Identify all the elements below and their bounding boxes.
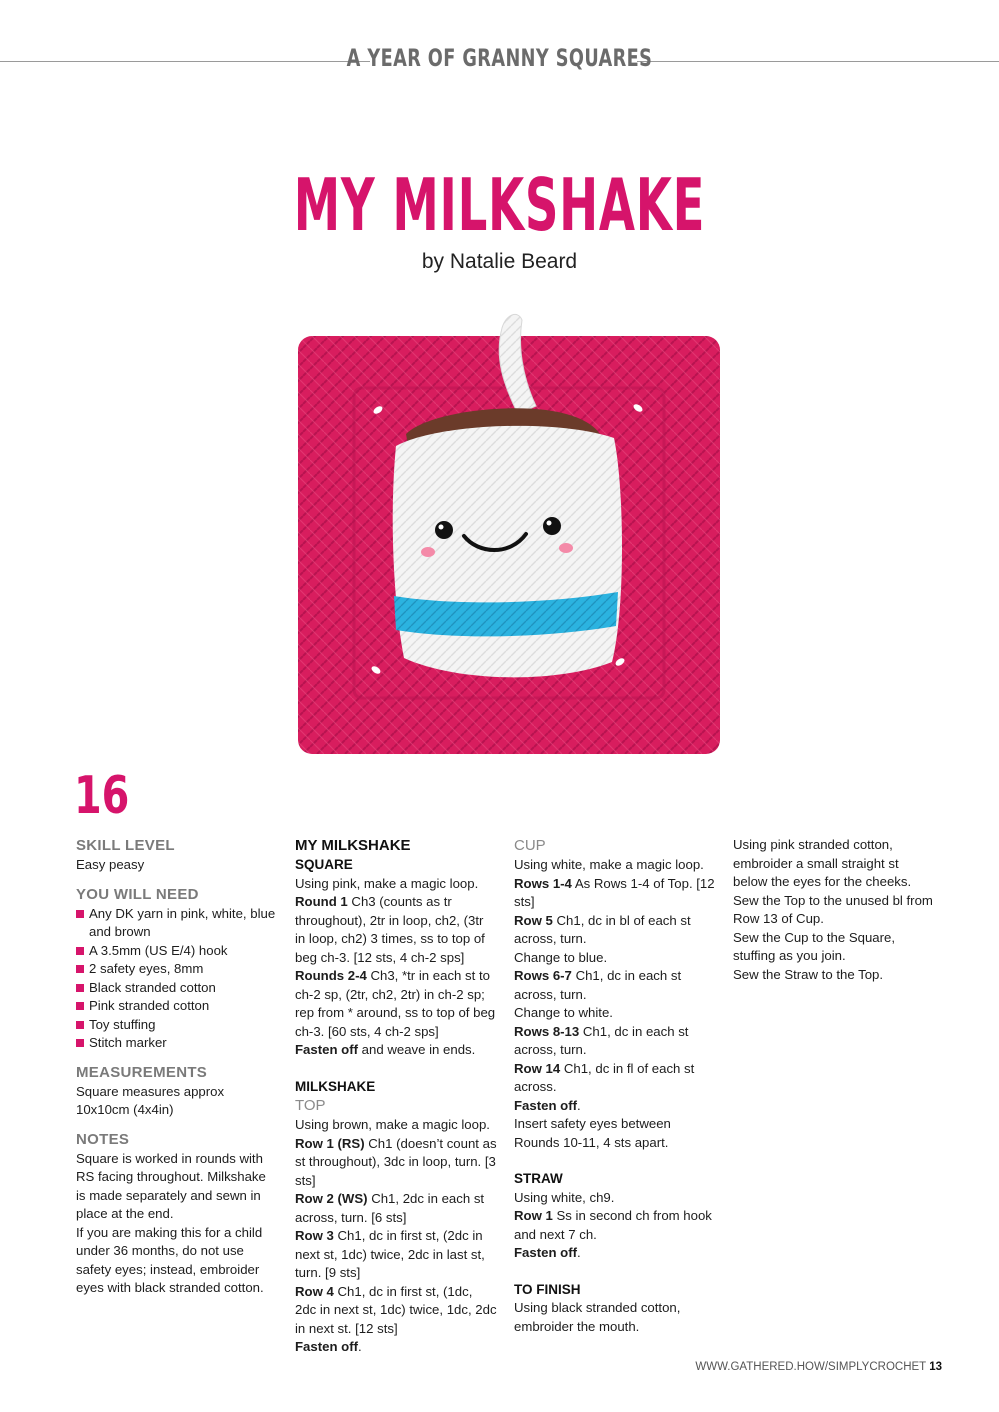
- instruction-rounds-2-4: Rounds 2-4 Ch3, *tr in each st to ch-2 sp, (2tr, ch2, 2tr) in ch-2 sp; rep from * around, ss to top of beg ch-3. [60 sts, 4 ch-2 sps]: [295, 968, 496, 1039]
- notes-text-safety: If you are making this for a child under 36 months, do not use safety eyes; instead, embroider eyes with black stranded cotton.: [76, 1224, 264, 1295]
- list-item: Black stranded cotton: [76, 979, 276, 998]
- left-cheek: [421, 547, 435, 557]
- instruction-row-4: Row 4 Ch1, dc in first st, (1dc, 2dc in next st, 1dc) twice, 1dc, 2dc in next st. [12 sts]: [295, 1283, 497, 1336]
- left-eye: [435, 521, 453, 539]
- instruction-row-3: Row 3 Ch1, dc in first st, (2dc in next st, 1dc) twice, 2dc in last st, turn. [9 sts]: [295, 1228, 485, 1280]
- pattern-number: 16: [74, 766, 130, 826]
- straw-heading: STRAW: [514, 1171, 563, 1186]
- instruction-row-1: Row 1 (RS) Ch1 (doesn’t count as st throughout), 3dc in loop, turn. [3 sts]: [295, 1135, 497, 1188]
- measurements-text: Square measures approx 10x10cm (4x4in): [76, 1083, 225, 1117]
- instruction-rows-1-4: Rows 1-4 As Rows 1-4 of Top. [12 sts]: [514, 875, 715, 909]
- right-cheek: [559, 543, 573, 553]
- column-2: [295, 836, 497, 1357]
- instruction-rows-6-7: Rows 6-7 Ch1, dc in each st across, turn.: [514, 968, 682, 1002]
- instruction-fasten-off: Fasten off.: [514, 1097, 581, 1113]
- column-3: [514, 836, 718, 1336]
- list-item: Pink stranded cotton: [76, 997, 276, 1016]
- top-intro: Using brown, make a magic loop.: [295, 1117, 490, 1132]
- skill-level-value: Easy peasy: [76, 857, 145, 872]
- series-title: A YEAR OF GRANNY SQUARES: [346, 44, 653, 72]
- column-4: [733, 836, 933, 984]
- instruction-change-blue: Change to blue.: [514, 949, 608, 965]
- finish-cheeks: Using pink stranded cotton, embroider a small straight st below the eyes for the cheeks.: [733, 837, 912, 889]
- square-heading: SQUARE: [295, 857, 353, 872]
- list-item: Toy stuffing: [76, 1016, 276, 1035]
- instruction-row-14: Row 14 Ch1, dc in fl of each st across.: [514, 1060, 695, 1094]
- column-1: [76, 836, 276, 1298]
- measurements-heading: MEASUREMENTS: [76, 1063, 208, 1081]
- right-eye: [543, 517, 561, 535]
- square-intro: Using pink, make a magic loop.: [295, 875, 479, 891]
- finish-text: Using black stranded cotton, embroider the mouth.: [514, 1300, 681, 1334]
- instruction-round-1: Round 1 Ch3 (counts as tr throughout), 2tr in loop, ch2, (3tr in loop, ch2) 3 times, ss to top of beg ch-3. [12 sts, 4 ch-2 sps]: [295, 894, 485, 965]
- to-finish-heading: TO FINISH: [514, 1281, 581, 1297]
- page-title: MY MILKSHAKE: [293, 163, 706, 247]
- instruction-fasten-off: Fasten off.: [295, 1339, 362, 1354]
- footer-url: WWW.GATHERED.HOW/SIMPLYCROCHET: [695, 1361, 926, 1373]
- list-item: A 3.5mm (US E/4) hook: [76, 942, 276, 961]
- page-number: 13: [929, 1361, 942, 1373]
- byline: by Natalie Beard: [421, 250, 578, 273]
- materials-list: [76, 905, 276, 1053]
- top-heading: TOP: [295, 1097, 326, 1114]
- pattern-heading: MY MILKSHAKE: [295, 837, 411, 854]
- cup-intro: Using white, make a magic loop.: [514, 857, 704, 872]
- straw-intro: Using white, ch9.: [514, 1189, 615, 1205]
- list-item: 2 safety eyes, 8mm: [76, 960, 276, 979]
- finish-sew-cup: Sew the Cup to the Square, stuffing as you join.: [733, 929, 896, 963]
- finish-sew-straw: Sew the Straw to the Top.: [733, 966, 884, 982]
- instruction-rows-8-13: Rows 8-13 Ch1, dc in each st across, turn.: [514, 1023, 689, 1057]
- instruction-row-2: Row 2 (WS) Ch1, 2dc in each st across, turn. [6 sts]: [295, 1191, 485, 1225]
- you-will-need-heading: YOU WILL NEED: [76, 885, 199, 903]
- footer: [695, 1361, 942, 1373]
- list-item: Any DK yarn in pink, white, blue and brown: [76, 905, 276, 942]
- instruction-change-white: Change to white.: [514, 1005, 613, 1020]
- skill-level-heading: SKILL LEVEL: [76, 837, 175, 854]
- instruction-straw-row-1: Row 1 Ss in second ch from hook and next 7 ch.: [514, 1208, 712, 1242]
- finish-sew-top: Sew the Top to the unused bl from Row 13 of Cup.: [733, 892, 933, 926]
- instruction-row-5: Row 5 Ch1, dc in bl of each st across, turn.: [514, 912, 691, 946]
- cup-heading: CUP: [514, 837, 546, 854]
- instruction-safety-eyes: Insert safety eyes between Rounds 10-11, 4 sts apart.: [514, 1116, 671, 1150]
- instruction-fasten-off: Fasten off and weave in ends.: [295, 1042, 476, 1057]
- notes-heading: NOTES: [76, 1130, 130, 1148]
- milkshake-heading: MILKSHAKE: [295, 1078, 376, 1094]
- milkshake-square-photo: [296, 306, 722, 754]
- list-item: Stitch marker: [76, 1034, 276, 1053]
- instruction-fasten-off: Fasten off.: [514, 1245, 581, 1260]
- notes-text: Square is worked in rounds with RS facing throughout. Milkshake is made separately and sewn in place at the end.: [76, 1150, 266, 1221]
